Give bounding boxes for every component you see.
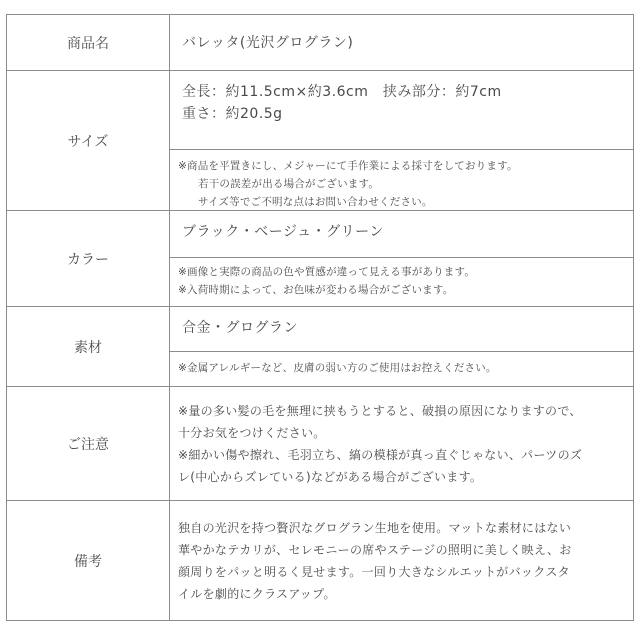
value-material (170, 307, 634, 387)
value-remarks (170, 501, 634, 621)
material-main (170, 307, 633, 351)
value-product-name (170, 15, 634, 71)
row-size (7, 71, 634, 211)
size-note-2: 若干の誤差が出る場合がございます。 (198, 178, 380, 190)
value-color (170, 211, 634, 307)
value-caution (170, 387, 634, 501)
remarks-text (170, 517, 633, 605)
row-remarks (7, 501, 634, 621)
size-notes (170, 149, 633, 210)
caution-line-3: ※細かい傷や擦れ、毛羽立ち、縞の模様が真っ直ぐじゃない、パーツのズ (178, 447, 583, 462)
color-note-1: ※画像と実際の商品の色や質感が違って見える事があります。 (178, 266, 476, 278)
color-note-2: ※入荷時期によって、お色味が変わる場合がございます。 (178, 284, 454, 296)
label-color: カラー (7, 211, 170, 307)
material-notes (170, 351, 633, 386)
product-name-text: バレッタ(光沢グログラン) (182, 34, 354, 51)
remarks-line-3: 顔周りをパッと明るく見せます。一回り大きなシルエットがバックスタ (178, 564, 570, 579)
remarks-line-1: 独自の光沢を持つ贅沢なグログラン生地を使用。マットな素材にはない (178, 520, 572, 535)
color-main (170, 211, 633, 257)
remarks-line-4: イルを劇的にクラスアップ。 (178, 586, 336, 601)
row-material (7, 307, 634, 387)
size-note-1: ※商品を平置きにし、メジャーにて手作業による採寸をしております。 (178, 160, 518, 172)
label-product-name: 商品名 (7, 15, 170, 71)
material-note-1: ※金属アレルギーなど、皮膚の弱い方のご使用はお控えください。 (178, 362, 497, 374)
material-list: 合金・グログラン (182, 320, 298, 336)
label-size: サイズ (7, 71, 170, 211)
row-caution (7, 387, 634, 501)
spec-page (6, 0, 634, 640)
row-product-name (7, 15, 634, 71)
caution-line-2: 十分お気をつけください。 (178, 425, 326, 440)
caution-line-1: ※量の多い髪の毛を無理に挟もうとすると、破損の原因になりますので、 (178, 403, 582, 418)
row-color (7, 211, 634, 307)
label-caution: ご注意 (7, 387, 170, 501)
value-size (170, 71, 634, 211)
caution-text (170, 400, 633, 488)
size-dimensions: 全長：約11.5cm×約3.6cm 挟み部分：約7cm (182, 84, 502, 100)
color-notes (170, 257, 633, 306)
remarks-line-2: 華やかなテカリが、セレモニーの席やステージの照明に美しく映え、お (178, 542, 572, 557)
label-material: 素材 (7, 307, 170, 387)
size-weight: 重さ：約20.5g (182, 106, 283, 122)
label-remarks: 備考 (7, 501, 170, 621)
size-main (170, 71, 633, 149)
color-list: ブラック・ベージュ・グリーン (182, 224, 384, 240)
size-note-3: サイズ等でご不明な点はお問い合わせください。 (198, 196, 433, 208)
product-spec-table (6, 14, 634, 621)
caution-line-4: レ(中心からズレている)などがある場合がございます。 (178, 469, 483, 484)
